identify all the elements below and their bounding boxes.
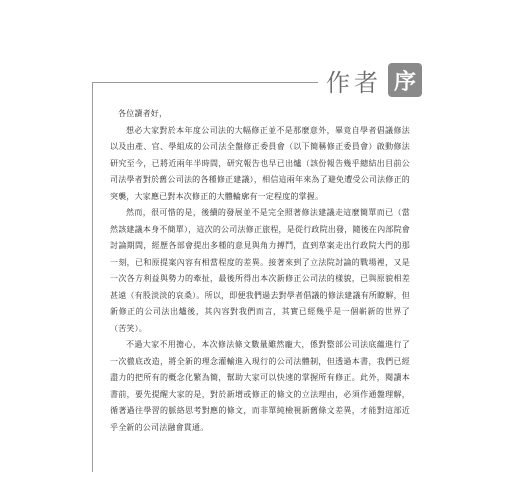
- paragraph-3: 不過大家不用擔心，本次修法條文數量雖然龐大，係對整部公司法底蘊進行了一次徹底改造，將全新的理念灌輸進入現行的公司法體制，但透過本書，我們已經盡力的把所有的概念化繁為簡，幫助大家可以快速的掌握所有修正。此外，閱讀本書前，要先提醒大家的是，對於新增或修正的條文的立法理由，必須作通盤理解，循著過往學習的脈絡思考對應的條文，而非單純檢視新舊條文差異，才能對這部近乎全新的公司法融會貫通。: [110, 340, 410, 432]
- paragraph-1: 想必大家對於本年度公司法的大幅修正並不是那麼意外，畢竟自學者倡議修法以及由產、官、學組成的公司法全盤修正委員會（以下簡稱修正委員會）啟動修法研究至今，已將近兩年半時間，研究報告也早已出爐（該份報告幾乎總結出目前公司法學者對於舊公司法的各種修正建議），相信這兩年來為了避免遭受公司法修正的突襲，大家應已對本次修正的大體輪廓有一定程度的掌握。: [110, 125, 410, 201]
- preface-badge: 序: [388, 63, 422, 97]
- paragraph-2: 然而，很可惜的是，後續的發展並不是完全照著修法建議走這麼簡單而已（當然該建議本身不簡單），這次的公司法修正旅程，是從行政院出發，隨後在內部院會討論期間，經歷各部會提出多種的意見與角力搏鬥，直到草案走出行政院大門的那一刻，已和原提案內容有相當程度的差異。接著來到了立法院討論的戰場裡，又是一次各方利益與勢力的牽扯，最後所得出本次新修正公司法的樣貌，已與原貌相差甚遠（有股淡淡的哀桑）。所以，即便我們過去對學者倡議的修法建議有所瞭解，但新修正的公司法出爐後，其內容對我們而言，其實已經幾乎是一個嶄新的世界了（苦笑）。: [110, 208, 410, 333]
- greeting-line: 各位讀者好，: [118, 109, 168, 118]
- preface-body: [110, 106, 410, 436]
- frame-left-border: [92, 82, 93, 472]
- preface-title: 作者: [326, 68, 382, 97]
- preface-heading: [318, 62, 426, 98]
